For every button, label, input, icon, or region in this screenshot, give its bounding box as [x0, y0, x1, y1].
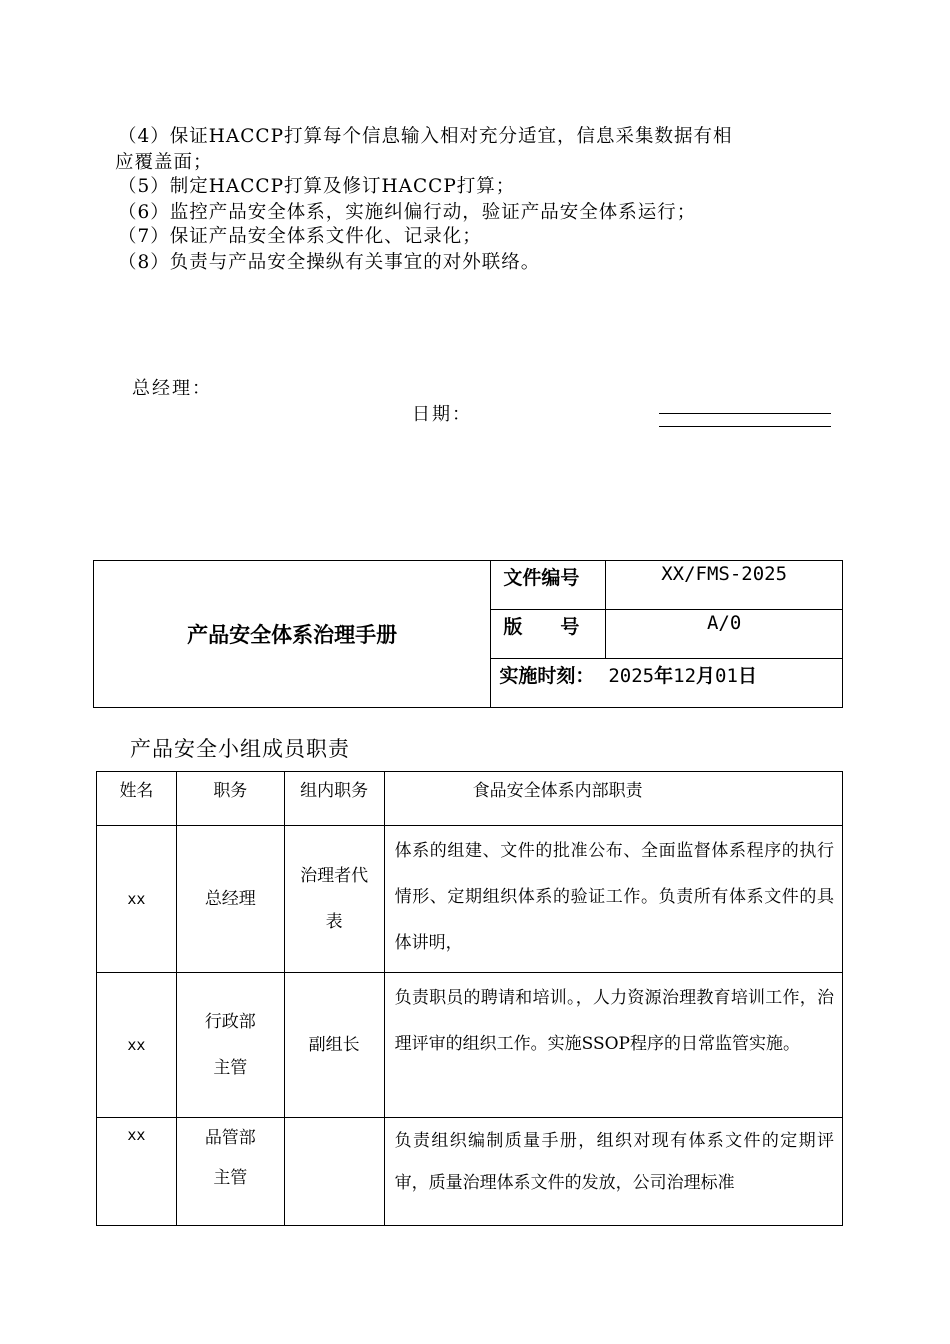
effective-date-cell [491, 659, 843, 708]
cell-name: xx [97, 973, 177, 1118]
table-row [97, 973, 843, 1118]
header-position: 职务 [176, 772, 284, 826]
file-number-value: XX/FMS-2025 [606, 561, 843, 610]
item-7: （7）保证产品安全体系文件化、记录化； [118, 226, 482, 247]
cell-group-role [284, 1118, 384, 1226]
item-4-line-2: 应覆盖面； [115, 152, 213, 173]
cell-name: xx [97, 826, 177, 973]
roles-table [96, 771, 843, 1226]
table-row [97, 1118, 843, 1226]
section-title: 产品安全小组成员职责 [130, 737, 350, 761]
date-line [659, 426, 831, 427]
table-row [97, 826, 843, 973]
cell-position: 总经理 [176, 826, 284, 973]
cell-position: 行政部 主管 [176, 973, 284, 1118]
document-header-table [93, 560, 843, 708]
cell-duties: 体系的组建、文件的批准公布、全面监督体系程序的执行情形、定期组织体系的验证工作。负责所有体系文件的具体讲明， [384, 826, 842, 973]
cell-group-role: 治理者代 表 [284, 826, 384, 973]
manual-title: 产品安全体系治理手册 [94, 561, 491, 708]
effective-date-label: 实施时刻： [499, 665, 595, 687]
item-8: （8）负责与产品安全操纵有关事宜的对外联络。 [118, 252, 541, 273]
file-number-label: 文件编号 [491, 561, 606, 610]
signature-line [659, 413, 831, 414]
cell-duties: 负责职员的聘请和培训。，人力资源治理教育培训工作，治理评审的组织工作。实施SSOP程序的日常监管实施。 [384, 973, 842, 1118]
header-duties: 食品安全体系内部职责 [384, 772, 842, 826]
version-value: A/0 [606, 610, 843, 659]
header-group-role: 组内职务 [284, 772, 384, 826]
item-4-line-1: （4）保证HACCP打算每个信息输入相对充分适宜，信息采集数据有相 [118, 126, 733, 147]
item-6: （6）监控产品安全体系，实施纠偏行动，验证产品安全体系运行； [118, 202, 697, 223]
item-5: （5）制定HACCP打算及修订HACCP打算； [118, 176, 516, 197]
cell-group-role: 副组长 [284, 973, 384, 1118]
cell-name: xx [97, 1118, 177, 1226]
cell-duties: 负责组织编制质量手册，组织对现有体系文件的定期评审，质量治理体系文件的发放，公司治理标准 [384, 1118, 842, 1226]
cell-position: 品管部 主管 [176, 1118, 284, 1226]
effective-date-value: 2025年12月01日 [608, 665, 757, 687]
date-label: 日期： [412, 404, 472, 425]
general-manager-label: 总经理： [132, 378, 212, 399]
header-name: 姓名 [97, 772, 177, 826]
version-label: 版 号 [491, 610, 606, 659]
